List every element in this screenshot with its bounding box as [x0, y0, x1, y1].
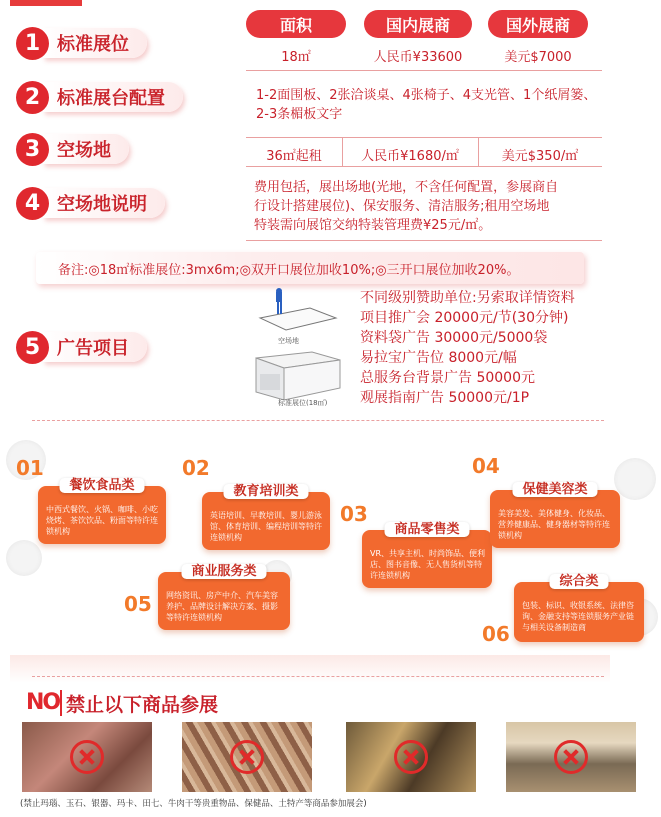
dashed-divider	[32, 420, 604, 421]
section-2	[16, 80, 183, 114]
ad-item: 总服务台背景广告 50000元	[360, 370, 535, 386]
text-line: 1-2面围板、2张洽谈桌、4张椅子、4支光管、1个纸屑篓、	[256, 88, 597, 103]
ad-item: 项目推广会 20000元/节(30分钟)	[360, 310, 569, 326]
ad-item: 不同级别赞助单位:另索取详情资料	[360, 290, 575, 306]
booth-area-value: 18㎡	[281, 50, 311, 65]
category-number: 02	[182, 456, 210, 480]
ad-item: 观展指南广告 50000元/1P	[360, 390, 530, 406]
category-card-education	[202, 484, 330, 550]
divider	[246, 70, 602, 71]
prohibited-icon	[70, 740, 104, 774]
section-number: 1	[16, 27, 49, 60]
category-desc: 英语培训、早教培训、婴儿游泳馆、体育培训、编程培训等特许连锁机构	[210, 511, 322, 542]
ad-item: 易拉宝广告位 8000元/幅	[360, 350, 517, 366]
section-number: 2	[16, 81, 49, 114]
section-5	[16, 330, 147, 364]
divider	[246, 137, 602, 138]
section-label: 广告项目	[43, 332, 147, 362]
section-3	[16, 132, 129, 166]
decor-circle	[614, 458, 656, 500]
empty-space-caption: 空场地	[278, 337, 299, 345]
text-line: 特装需向展馆交纳特装管理费¥25元/㎡。	[254, 218, 492, 233]
space-foreign-price: 美元$350/㎡	[501, 149, 579, 164]
divider	[246, 240, 602, 241]
section-number: 3	[16, 133, 49, 166]
prohibited-photo-crafts	[346, 722, 476, 792]
decor-circle	[6, 540, 42, 576]
category-number: 03	[340, 502, 368, 526]
booth-foreign-price: 美元$7000	[504, 50, 572, 65]
section-4	[16, 186, 165, 220]
section-label: 标准展台配置	[43, 82, 183, 112]
category-card-general	[514, 574, 644, 642]
table-header-domestic: 国内展商	[364, 10, 472, 38]
category-title: 教育培训类	[223, 484, 308, 499]
space-domestic-price: 人民币¥1680/㎡	[361, 149, 459, 164]
category-card-retail	[362, 522, 492, 588]
category-desc: 中西式餐饮、火锅、咖啡、小吃烧烤、茶饮饮品、粉面等特许连锁机构	[46, 505, 158, 536]
text-line: 2-3条楣板文字	[256, 107, 343, 122]
text-line: 行设计搭建展位)、保安服务、清洁服务;租用空场地	[254, 199, 550, 214]
divider	[246, 166, 602, 167]
category-title: 商业服务类	[181, 564, 266, 579]
prohibited-footnote: (禁止玛瑙、玉石、银器、玛卡、田七、牛肉干等贵重物品、保健品、土特产等商品参加展会)	[20, 799, 367, 809]
booth-note: 备注:◎18㎡标准展位:3mx6m;◎双开口展位加收10%;◎三开口展位加收20%。	[36, 252, 584, 284]
no-logo: NO	[26, 690, 60, 715]
prohibited-title: 禁止以下商品参展	[66, 694, 219, 716]
space-min-area: 36㎡起租	[266, 149, 322, 164]
section-number: 4	[16, 187, 49, 220]
category-desc: 美容美发、美体健身、化妆品、营养健康品、健身器材等特许连锁机构	[498, 509, 610, 540]
text-line: 费用包括，展出场地(光地，不含任何配置，参展商自	[254, 180, 559, 195]
booth-config-text	[256, 86, 596, 124]
category-desc: VR、共享主机、时尚饰品、便利店、图书音像、无人售货机等特许连锁机构	[370, 549, 486, 580]
dashed-divider	[32, 676, 604, 677]
category-card-food	[38, 478, 166, 544]
ad-item: 资料袋广告 30000元/5000袋	[360, 330, 548, 346]
category-title: 保健美容类	[512, 482, 597, 497]
category-title: 餐饮食品类	[59, 478, 144, 493]
prohibited-photo-beads	[182, 722, 312, 792]
ad-price-list	[360, 288, 575, 408]
section-label: 空场地说明	[43, 188, 165, 218]
category-number: 06	[482, 622, 510, 646]
category-number: 04	[472, 454, 500, 478]
prohibited-icon	[554, 740, 588, 774]
booth-domestic-price: 人民币¥33600	[373, 50, 463, 65]
section-label: 标准展位	[43, 28, 147, 58]
section-number: 5	[16, 331, 49, 364]
table-header-area: 面积	[246, 10, 346, 38]
prohibited-icon	[394, 740, 428, 774]
prohibited-icon	[230, 740, 264, 774]
pink-band	[10, 655, 610, 683]
category-desc: 网络资讯、房产中介、汽车美容养护、品牌设计解决方案、摄影等特许连锁机构	[166, 591, 278, 622]
standard-booth-caption: 标准展位(18㎡)	[278, 399, 328, 407]
standard-booth-illustration	[250, 348, 346, 404]
category-card-business	[158, 564, 290, 630]
table-header-foreign: 国外展商	[488, 10, 588, 38]
prohibited-photo-goods	[506, 722, 636, 792]
category-card-beauty	[490, 482, 620, 548]
category-number: 01	[16, 456, 44, 480]
prohibited-photo-jewelry	[22, 722, 152, 792]
section-label: 空场地	[43, 134, 129, 164]
category-title: 综合类	[549, 574, 608, 589]
divider	[60, 690, 62, 716]
section-1	[16, 26, 147, 60]
category-number: 05	[124, 592, 152, 616]
space-description	[254, 178, 558, 235]
category-desc: 包装、标识、收银系统、法律咨询、金融支持等连锁服务产业链与相关设备制造商	[522, 601, 634, 632]
top-accent-bar	[10, 0, 82, 6]
category-title: 商品零售类	[384, 522, 469, 537]
